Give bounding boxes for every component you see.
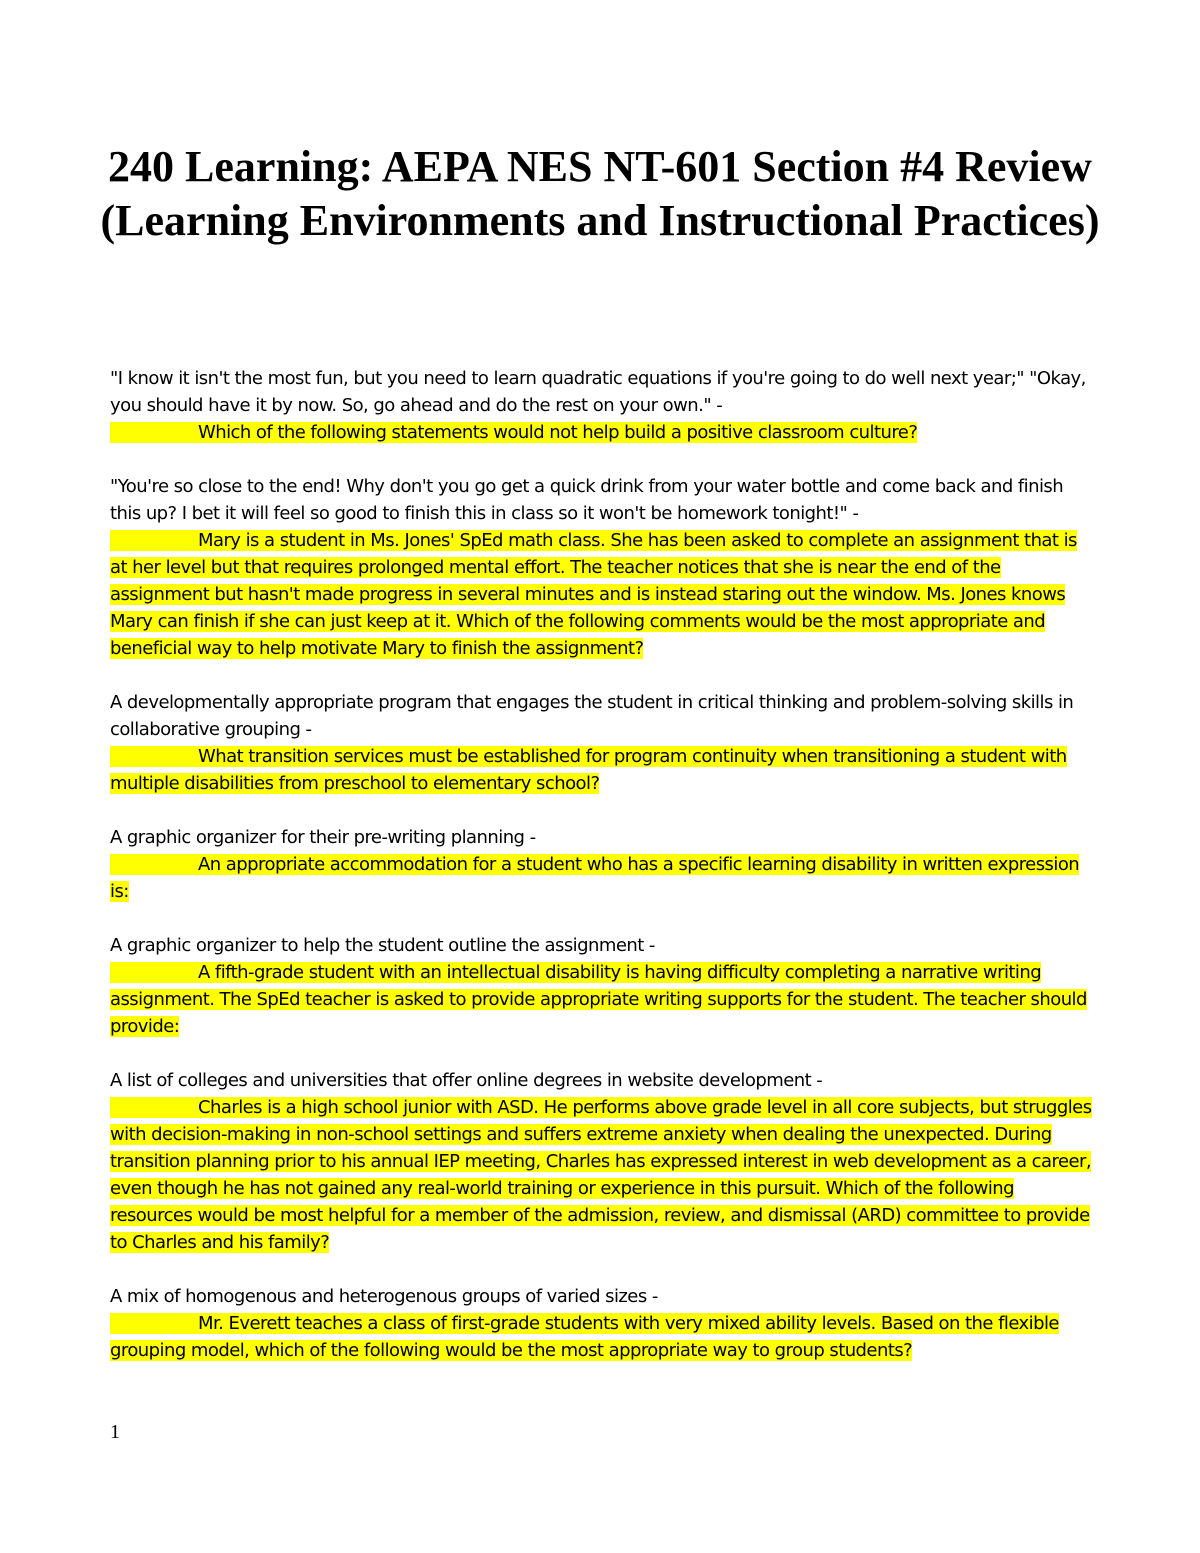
flashcard-item (110, 932, 1095, 1040)
page-number: 1 (110, 1421, 120, 1443)
highlighted-question-text: Mr. Everett teaches a class of first-grade students with very mixed ability levels. Based on the flexible grouping model, which of the following would be the most appropriate way to group students? (110, 1313, 1059, 1361)
document-title: 240 Learning: AEPA NES NT-601 Section #4 Review (Learning Environments and Instructional Practices) (100, 142, 1100, 245)
highlighted-question-text: Charles is a high school junior with ASD. He performs above grade level in all core subjects, but struggles with decision-making in non-school settings and suffers extreme anxiety when dealing the unexpected. During transition planning prior to his annual IEP meeting, Charles has expressed interest in web development as a career, even though he has not gained any real-world training or experience in this pursuit. Which of the following resources would be most helpful for a member of the admission, review, and dismissal (ARD) committee to provide to Charles and his family? (110, 1097, 1092, 1253)
flashcard-answer: A graphic organizer for their pre-writing planning - (110, 827, 536, 848)
flashcard-item (110, 473, 1095, 662)
flashcard-question (110, 1310, 1095, 1364)
flashcard-item (110, 365, 1095, 446)
highlighted-question-text: An appropriate accommodation for a student who has a specific learning disability in written expression is: (110, 854, 1080, 902)
highlighted-question-text: Which of the following statements would not help build a positive classroom culture? (110, 422, 917, 443)
flashcard-answer: A list of colleges and universities that offer online degrees in website development - (110, 1070, 823, 1091)
flashcard-list (110, 365, 1095, 1391)
flashcard-question (110, 527, 1095, 662)
highlighted-question-text: What transition services must be established for program continuity when transitioning a student with multiple disabilities from preschool to elementary school? (110, 746, 1067, 794)
flashcard-item (110, 824, 1095, 905)
flashcard-question (110, 1094, 1095, 1256)
flashcard-question (110, 419, 1095, 446)
flashcard-answer: A developmentally appropriate program that engages the student in critical thinking and problem-solving skills in collaborative grouping - (110, 692, 1074, 740)
flashcard-item (110, 1283, 1095, 1364)
flashcard-question (110, 851, 1095, 905)
flashcard-question (110, 959, 1095, 1040)
flashcard-answer: "You're so close to the end! Why don't you go get a quick drink from your water bottle and come back and finish this up? I bet it will feel so good to finish this in class so it won't be homework tonight!" - (110, 476, 1064, 524)
flashcard-answer: "I know it isn't the most fun, but you need to learn quadratic equations if you're going to do well next year;" "Okay, you should have it by now. So, go ahead and do the rest on your own." - (110, 368, 1086, 416)
flashcard-answer: A graphic organizer to help the student outline the assignment - (110, 935, 655, 956)
highlighted-question-text: Mary is a student in Ms. Jones' SpEd math class. She has been asked to complete an assignment that is at her level but that requires prolonged mental effort. The teacher notices that she is near the end of the assignment but hasn't made progress in several minutes and is instead staring out the window. Ms. Jones knows Mary can finish if she can just keep at it. Which of the following comments would be the most appropriate and beneficial way to help motivate Mary to finish the assignment? (110, 530, 1077, 659)
flashcard-item (110, 1067, 1095, 1256)
flashcard-question (110, 743, 1095, 797)
flashcard-item (110, 689, 1095, 797)
highlighted-question-text: A fifth-grade student with an intellectual disability is having difficulty completing a narrative writing assignment. The SpEd teacher is asked to provide appropriate writing supports for the student. The teacher should provide: (110, 962, 1087, 1037)
flashcard-answer: A mix of homogenous and heterogenous groups of varied sizes - (110, 1286, 658, 1307)
